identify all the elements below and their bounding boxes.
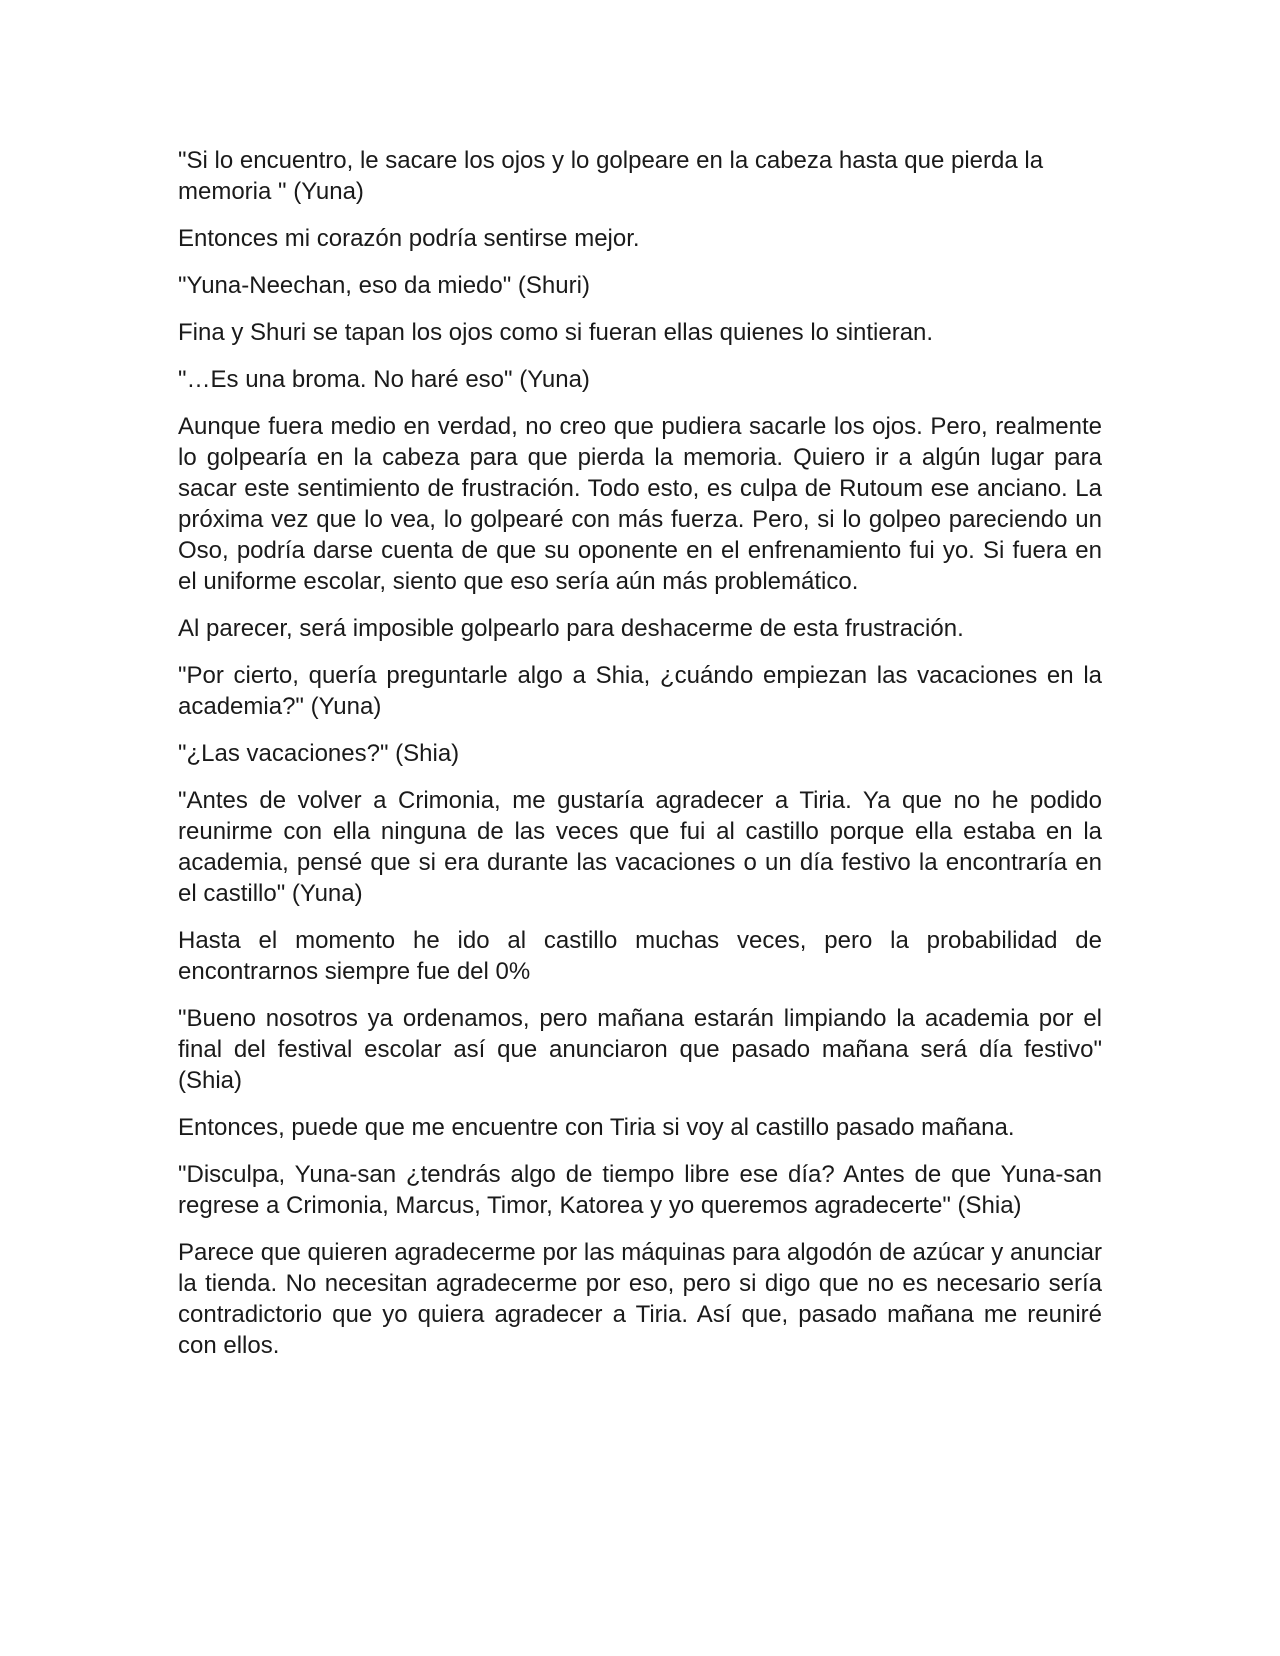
paragraph-9: "¿Las vacaciones?" (Shia) bbox=[178, 740, 460, 767]
paragraph-1: "Si lo encuentro, le sacare los ojos y lo golpeare en la cabeza hasta que pierda la memoria " (Yuna) bbox=[178, 147, 1044, 205]
paragraph-11: Hasta el momento he ido al castillo muchas veces, pero la probabilidad de encontrarnos siempre fue del 0% bbox=[178, 927, 1102, 985]
paragraph-8: "Por cierto, quería preguntarle algo a Shia, ¿cuándo empiezan las vacaciones en la academia?" (Yuna) bbox=[178, 662, 1102, 720]
paragraph-4: Fina y Shuri se tapan los ojos como si fueran ellas quienes lo sintieran. bbox=[178, 319, 934, 346]
paragraph-5: "…Es una broma. No haré eso" (Yuna) bbox=[178, 366, 590, 393]
paragraph-12: "Bueno nosotros ya ordenamos, pero mañana estarán limpiando la academia por el final del festival escolar así que anunciaron que pasado mañana será día festivo" (Shia) bbox=[178, 1005, 1102, 1094]
paragraph-14: "Disculpa, Yuna-san ¿tendrás algo de tiempo libre ese día? Antes de que Yuna-san regrese a Crimonia, Marcus, Timor, Katorea y yo queremos agradecerte" (Shia) bbox=[178, 1161, 1102, 1219]
paragraph-15: Parece que quieren agradecerme por las máquinas para algodón de azúcar y anunciar la tienda. No necesitan agradecerme por eso, pero si digo que no es necesario sería contradictorio que yo quiera agradecer a Tiria. Así que, pasado mañana me reuniré con ellos. bbox=[178, 1239, 1102, 1359]
paragraph-13: Entonces, puede que me encuentre con Tiria si voy al castillo pasado mañana. bbox=[178, 1114, 1015, 1141]
paragraph-10: "Antes de volver a Crimonia, me gustaría agradecer a Tiria. Ya que no he podido reunirme con ella ninguna de las veces que fui al castillo porque ella estaba en la academia, pensé que si era durante las vacaciones o un día festivo la encontraría en el castillo" (Yuna) bbox=[178, 787, 1102, 907]
paragraph-6: Aunque fuera medio en verdad, no creo que pudiera sacarle los ojos. Pero, realmente lo golpearía en la cabeza para que pierda la memoria. Quiero ir a algún lugar para sacar este sentimiento de frustración. Todo esto, es culpa de Rutoum ese anciano. La próxima vez que lo vea, lo golpearé con más fuerza. Pero, si lo golpeo pareciendo un Oso, podría darse cuenta de que su oponente en el enfrenamiento fui yo. Si fuera en el uniforme escolar, siento que eso sería aún más problemático. bbox=[178, 413, 1102, 595]
document-page bbox=[178, 145, 1102, 1377]
paragraph-3: "Yuna-Neechan, eso da miedo" (Shuri) bbox=[178, 272, 590, 299]
paragraph-7: Al parecer, será imposible golpearlo para deshacerme de esta frustración. bbox=[178, 615, 964, 642]
paragraph-2: Entonces mi corazón podría sentirse mejor. bbox=[178, 225, 640, 252]
